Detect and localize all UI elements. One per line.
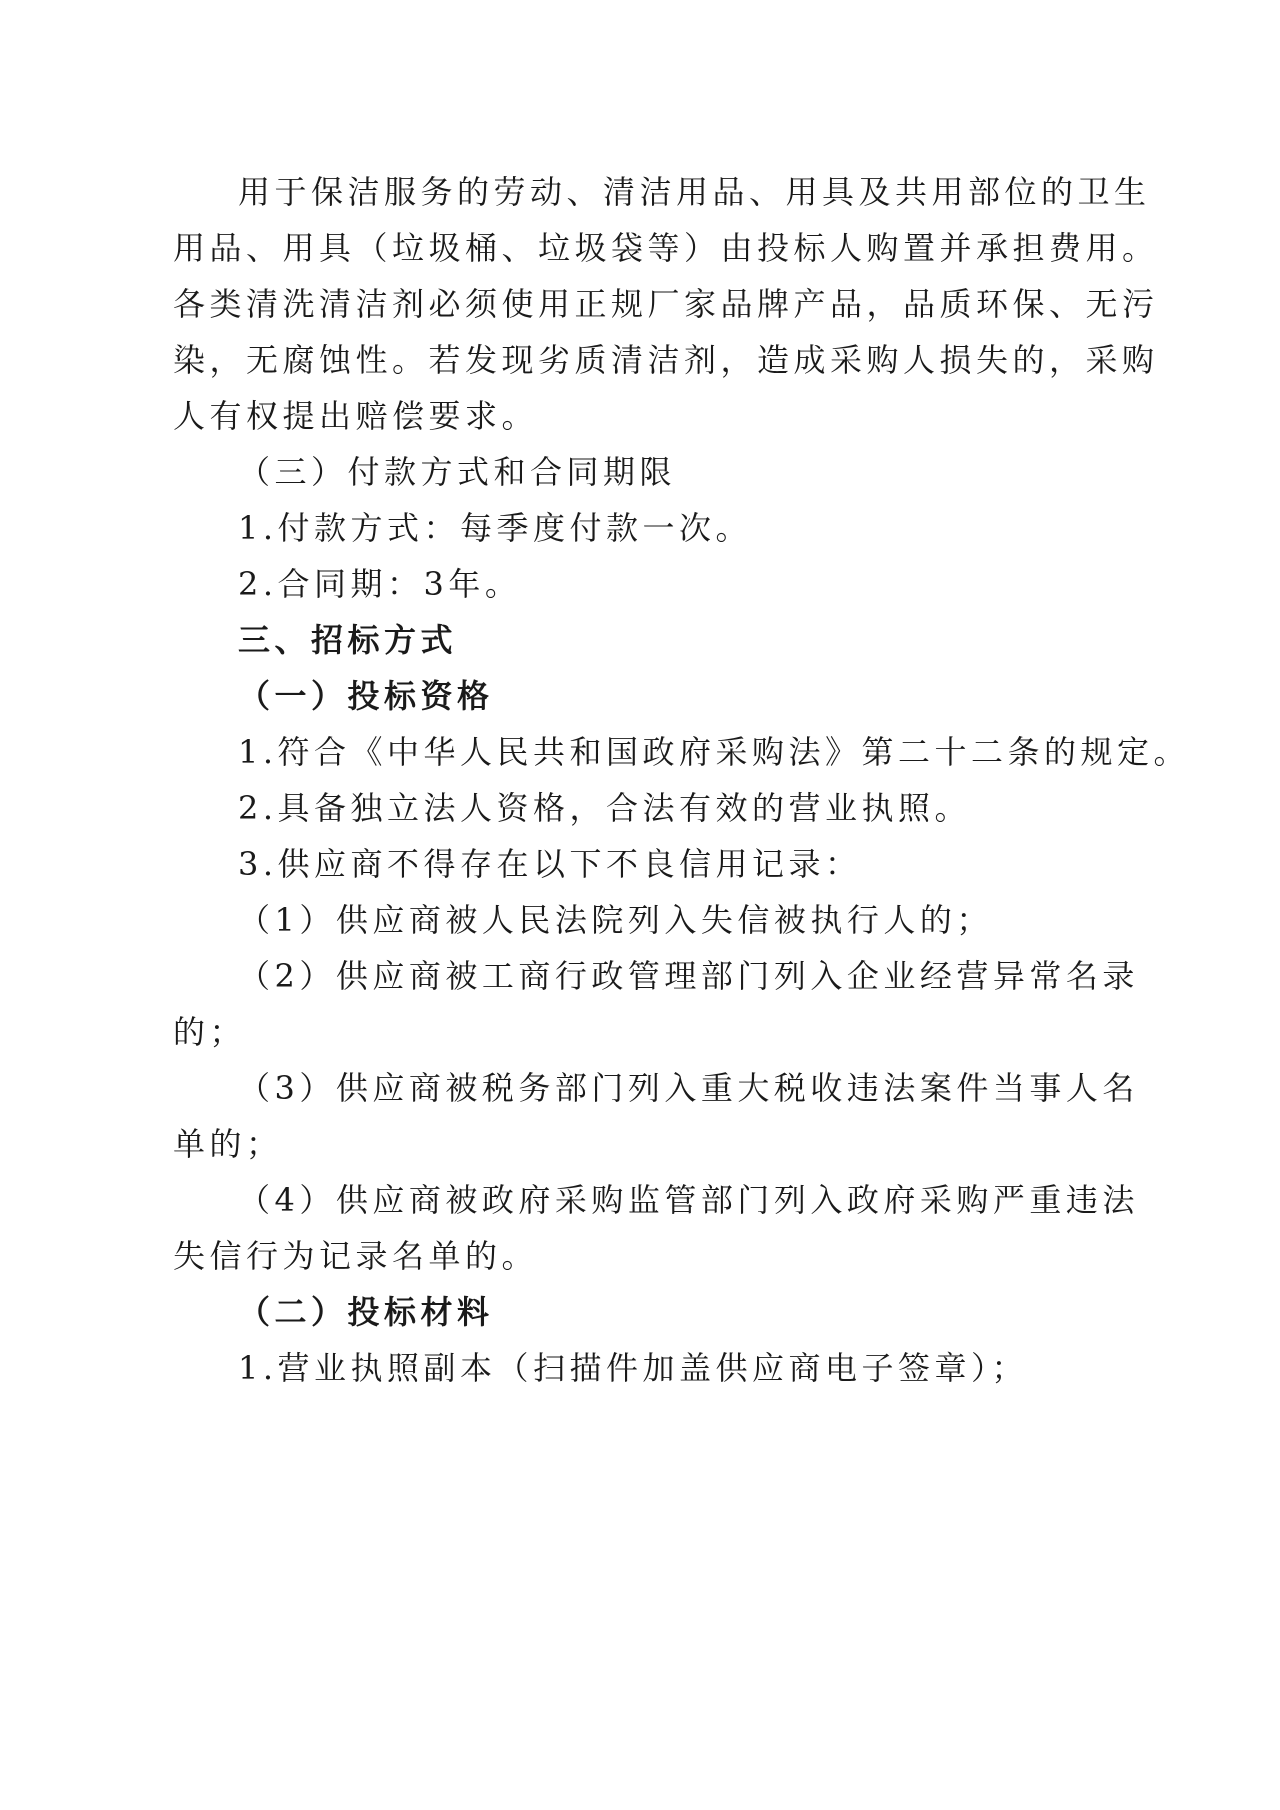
subheading-bidder-qualification: （一）投标资格 bbox=[238, 677, 494, 715]
heading-payment-and-contract: （三）付款方式和合同期限 bbox=[238, 453, 677, 491]
section-heading-bidding-method: 三、招标方式 bbox=[238, 621, 458, 659]
text-line: 的； bbox=[173, 1013, 247, 1051]
text-line: 用品、用具（垃圾桶、垃圾袋等）由投标人购置并承担费用。 bbox=[173, 229, 1159, 267]
text-line: 各类清洗清洁剂必须使用正规厂家品牌产品，品质环保、无污 bbox=[173, 285, 1159, 323]
sub-item-4: （4）供应商被政府采购监管部门列入政府采购严重违法 bbox=[238, 1181, 1139, 1219]
text-line: 失信行为记录名单的。 bbox=[173, 1237, 539, 1275]
list-item-payment-method: 1.付款方式：每季度付款一次。 bbox=[238, 509, 753, 547]
sub-item-1: （1）供应商被人民法院列入失信被执行人的； bbox=[238, 901, 993, 939]
list-item-business-license: 1.营业执照副本（扫描件加盖供应商电子签章）； bbox=[238, 1349, 1029, 1387]
text-line: 单的； bbox=[173, 1125, 283, 1163]
list-item-qualification-2: 2.具备独立法人资格，合法有效的营业执照。 bbox=[238, 789, 972, 827]
text-line: 染，无腐蚀性。若发现劣质清洁剂，造成采购人损失的，采购 bbox=[173, 341, 1159, 379]
list-item-contract-period: 2.合同期：3年。 bbox=[238, 565, 522, 603]
sub-item-3: （3）供应商被税务部门列入重大税收违法案件当事人名 bbox=[238, 1069, 1139, 1107]
list-item-qualification-1: 1.符合《中华人民共和国政府采购法》第二十二条的规定。 bbox=[238, 733, 1191, 771]
text-line: 人有权提出赔偿要求。 bbox=[173, 397, 539, 435]
list-item-qualification-3: 3.供应商不得存在以下不良信用记录： bbox=[238, 845, 862, 883]
subheading-bid-materials: （二）投标材料 bbox=[238, 1293, 494, 1331]
paragraph-cleaning-supplies: 用于保洁服务的劳动、清洁用品、用具及共用部位的卫生 bbox=[238, 173, 1151, 211]
sub-item-2: （2）供应商被工商行政管理部门列入企业经营异常名录 bbox=[238, 957, 1139, 995]
